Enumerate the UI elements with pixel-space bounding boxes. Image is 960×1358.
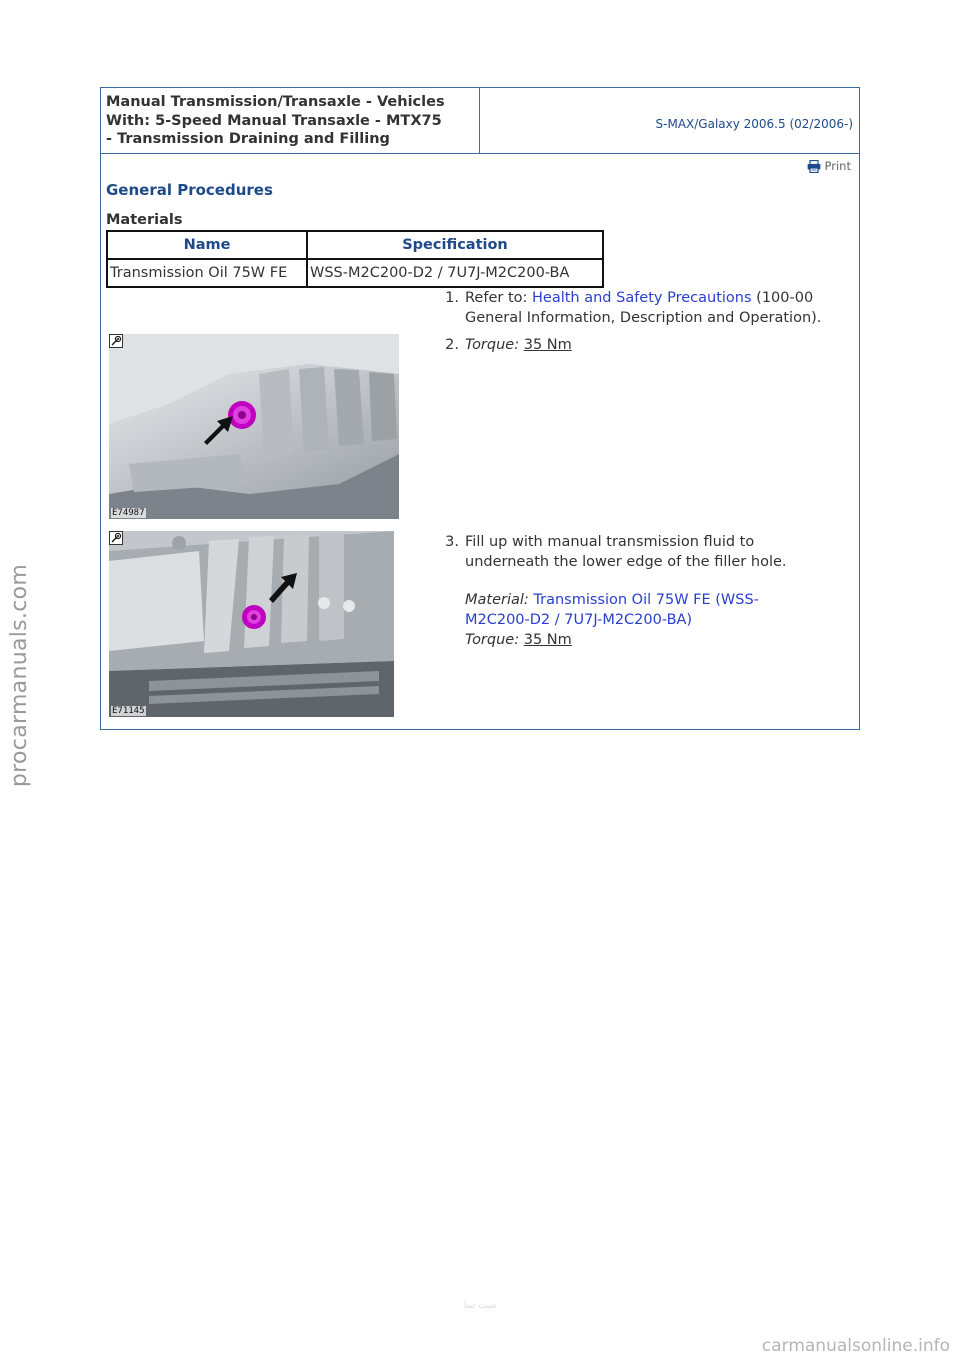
torque-value: 35 Nm (523, 337, 572, 353)
figure-label: E74987 (112, 508, 145, 518)
torque-line (465, 630, 855, 650)
figure-filler-plug[interactable] (109, 531, 394, 717)
figure-label: E71145 (112, 706, 145, 716)
material-name-cell: Transmission Oil 75W FE (107, 259, 307, 287)
health-safety-link[interactable]: Health and Safety Precautions (532, 290, 752, 306)
step-text (465, 335, 855, 355)
step-line (465, 288, 855, 308)
material-link[interactable]: Transmission Oil 75W FE (WSS- (533, 592, 759, 608)
refer-prefix: Refer to: (465, 290, 532, 306)
torque-label: Torque: (465, 632, 520, 648)
title-line: Manual Transmission/Transaxle - Vehicles (106, 94, 445, 110)
materials-label: Materials (106, 212, 183, 228)
section-title: General Procedures (106, 181, 273, 199)
material-line (465, 590, 855, 610)
table-header-row (107, 231, 603, 259)
figure-drain-plug[interactable] (109, 334, 399, 519)
print-label: Print (824, 159, 851, 173)
page-title (101, 88, 480, 153)
step-number: 3. (445, 534, 459, 550)
material-link-continued[interactable]: M2C200-D2 / 7U7J-M2C200-BA) (465, 612, 693, 628)
page-number: ست سا (463, 1300, 497, 1311)
material-label: Material: (465, 592, 529, 608)
procedure-frame (100, 87, 860, 730)
column-header-name: Name (107, 231, 307, 259)
material-spec-cell: WSS-M2C200-D2 / 7U7J-M2C200-BA (307, 259, 603, 287)
step-line: General Information, Description and Operation). (465, 310, 822, 326)
zoom-icon[interactable] (109, 531, 123, 545)
spacer (465, 572, 855, 590)
step-text (465, 532, 855, 650)
step-number: 1. (445, 290, 459, 306)
vehicle-model: S-MAX/Galaxy 2006.5 (02/2006-) (655, 116, 853, 131)
step-text (465, 288, 855, 328)
table-row (107, 259, 603, 287)
title-line: - Transmission Draining and Filling (106, 131, 390, 147)
print-button[interactable] (807, 159, 851, 173)
zoom-icon[interactable] (109, 334, 123, 348)
column-header-specification: Specification (307, 231, 603, 259)
printer-icon (807, 160, 821, 173)
refer-suffix: (100-00 (751, 290, 814, 306)
side-watermark-text: procarmanuals.com (7, 563, 33, 787)
bottom-watermark: carmanualsonline.info (761, 1336, 950, 1356)
transmission-filler-illustration (109, 531, 394, 717)
transmission-drain-illustration (109, 334, 399, 519)
step-number: 2. (445, 337, 459, 353)
step-line: Fill up with manual transmission fluid to (465, 534, 755, 550)
torque-value: 35 Nm (523, 632, 572, 648)
torque-label: Torque: (465, 337, 520, 353)
side-watermark (2, 560, 38, 790)
step-line: underneath the lower edge of the filler hole. (465, 554, 787, 570)
title-line: With: 5-Speed Manual Transaxle - MTX75 (106, 112, 442, 129)
page-header (101, 88, 859, 154)
materials-table (106, 230, 604, 288)
